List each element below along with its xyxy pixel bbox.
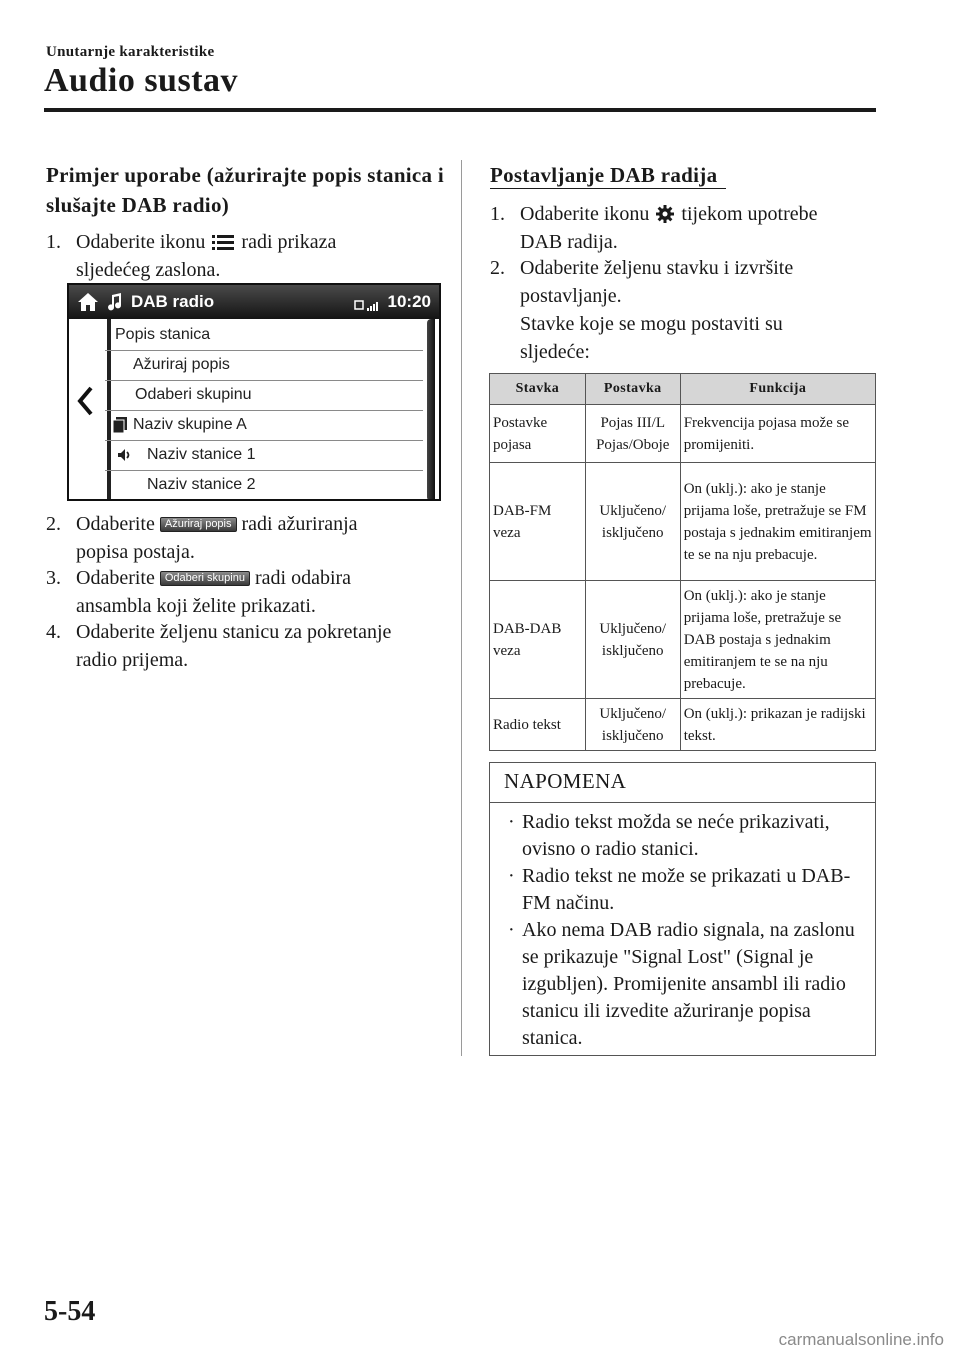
watermark: carmanualsonline.info xyxy=(778,1330,944,1349)
note-item: · Radio tekst možda se neće prikazivati, ovisno o radio stanici. xyxy=(508,811,830,860)
speaker-playing-icon xyxy=(117,447,133,463)
table-header-row xyxy=(490,374,876,405)
screen-row-group-a[interactable]: Naziv skupine A xyxy=(105,411,423,441)
title-rule xyxy=(44,108,876,112)
screen-row-update-list[interactable]: Ažuriraj popis xyxy=(105,351,423,381)
table-cell: Radio tekst xyxy=(490,699,586,751)
note-body xyxy=(506,809,862,1052)
right-heading: Postavljanje DAB radija xyxy=(490,163,718,187)
table-cell: Uključeno/ isključeno xyxy=(585,699,680,751)
table-cell: Pojas III/L Pojas/Oboje xyxy=(585,405,680,463)
left-step-3: 3. Odaberite Odaberi skupinu radi odabira ansambla koji želite prikazati. xyxy=(46,567,352,617)
select-group-button: Odaberi skupinu xyxy=(160,571,250,586)
screen-row-station-list[interactable]: Popis stanica xyxy=(105,321,423,351)
left-heading: Primjer uporabe (ažurirajte popis stanica i slušajte DAB radio) xyxy=(46,163,445,217)
signal-strength-icon xyxy=(353,295,381,313)
note-box xyxy=(489,762,876,1056)
table-cell: Uključeno/ isključeno xyxy=(585,463,680,581)
table-cell: Postavke pojasa xyxy=(490,405,586,463)
table-cell: DAB-FM veza xyxy=(490,463,586,581)
right-step-2: 2. Odaberite željenu stavku i izvršite postavljanje. Stavke koje se mogu postaviti su sljedeće: xyxy=(490,257,794,363)
table-cell: On (uklj.): prikazan je radijski tekst. xyxy=(680,699,875,751)
screen-row-station-1[interactable]: Naziv stanice 1 xyxy=(105,441,423,471)
screen-title: DAB radio xyxy=(131,292,215,311)
table-header: Stavka xyxy=(490,374,586,405)
table-row xyxy=(490,699,876,751)
settings-table xyxy=(489,373,876,751)
table-row xyxy=(490,463,876,581)
note-title: NAPOMENA xyxy=(490,763,875,803)
note-item: · Ako nema DAB radio signala, na zaslonu se prikazuje "Signal Lost" (Signal je izgubljen). Promijenite ansambl ili radio stanicu ili izvedite ažuriranje popisa stanica. xyxy=(508,919,855,1049)
table-cell: DAB-DAB veza xyxy=(490,581,586,699)
page-number: 5-54 xyxy=(44,1296,96,1327)
note-item: · Radio tekst ne može se prikazati u DAB-FM načinu. xyxy=(508,865,851,914)
left-step-1: 1. Odaberite ikonu radi prikaza sljedećeg zaslona. xyxy=(46,231,337,281)
column-divider xyxy=(461,160,462,1056)
gear-icon xyxy=(656,205,674,223)
page-title: Audio sustav xyxy=(44,62,239,99)
screen-right-bezel xyxy=(427,319,435,501)
screen-status-bar xyxy=(69,285,439,319)
table-cell: Frekvencija pojasa može se promijeniti. xyxy=(680,405,875,463)
left-step-4: 4. Odaberite željenu stanicu za pokretanje radio prijema. xyxy=(46,621,392,671)
group-icon xyxy=(113,417,127,433)
update-list-button: Ažuriraj popis xyxy=(160,517,237,532)
table-header: Funkcija xyxy=(680,374,875,405)
dab-screen-mockup xyxy=(67,283,441,501)
music-note-icon xyxy=(107,293,123,311)
back-arrow-icon[interactable] xyxy=(75,385,95,417)
right-step-1: 1. Odaberite ikonu tijekom upotrebe DAB radija. xyxy=(490,203,818,253)
table-cell: On (uklj.): ako je stanje prijama loše, pretražuje se FM postaja s jednakim emitiranjem te se na nju prebacuje. xyxy=(680,463,875,581)
table-cell: Uključeno/ isključeno xyxy=(585,581,680,699)
table-row xyxy=(490,405,876,463)
list-icon xyxy=(212,233,234,251)
left-step-2: 2. Odaberite Ažuriraj popis radi ažuriranja popisa postaja. xyxy=(46,513,358,563)
screen-row-select-group[interactable]: Odaberi skupinu xyxy=(105,381,423,411)
heading-underline xyxy=(490,188,726,189)
table-cell: On (uklj.): ako je stanje prijama loše, pretražuje se DAB postaja s jednakim emitiranjem te se na nju prebacuje. xyxy=(680,581,875,699)
screen-clock: 10:20 xyxy=(387,292,431,311)
section-label: Unutarnje karakteristike xyxy=(46,44,215,60)
screen-row-station-2[interactable]: Naziv stanice 2 xyxy=(147,476,256,493)
table-row xyxy=(490,581,876,699)
home-icon[interactable] xyxy=(77,292,99,312)
table-header: Postavka xyxy=(585,374,680,405)
